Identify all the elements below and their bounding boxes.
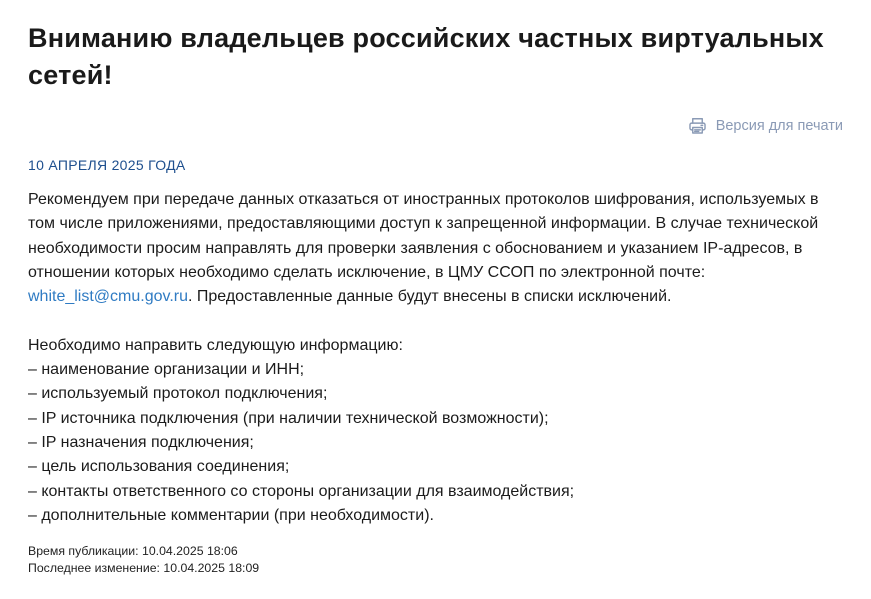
print-version-link[interactable]	[688, 116, 843, 135]
requirements-intro: Необходимо направить следующую информацию:	[28, 336, 403, 354]
modified-time: Последнее изменение: 10.04.2025 18:09	[28, 560, 260, 575]
paragraph-text-after-link: . Предоставленные данные будут внесены в списки исключений.	[188, 288, 672, 306]
requirement-item: – наименование организации и ИНН;	[28, 361, 305, 379]
email-link[interactable]: white_list@cmu.gov.ru	[28, 288, 188, 306]
publication-date: 10 АПРЕЛЯ 2025 ГОДА	[28, 157, 186, 173]
requirements-list	[28, 334, 843, 528]
printer-icon	[688, 116, 707, 135]
print-version-label: Версия для печати	[715, 117, 843, 134]
page-title: Вниманию владельцев российских частных виртуальных сетей!	[28, 23, 824, 90]
article-paragraph	[28, 188, 843, 309]
paragraph-text-before-link: Рекомендуем при передаче данных отказаться от иностранных протоколов шифрования, используемых в том числе приложениями, предоставляющими доступ к запрещенной информации. В случае технической необходимости просим направлять для проверки заявления с обоснованием и указанием IP-адресов, в отношении которых необходимо сделать исключение, в ЦМУ ССОП по электронной почте:	[28, 191, 819, 281]
requirement-item: – дополнительные комментарии (при необходимости).	[28, 506, 434, 524]
published-time: Время публикации: 10.04.2025 18:06	[28, 544, 238, 559]
requirement-item: – используемый протокол подключения;	[28, 385, 328, 403]
requirement-item: – контакты ответственного со стороны организации для взаимодействия;	[28, 482, 575, 500]
requirement-item: – цель использования соединения;	[28, 458, 290, 476]
requirement-item: – IP источника подключения (при наличии технической возможности);	[28, 409, 549, 427]
requirement-item: – IP назначения подключения;	[28, 433, 254, 451]
print-version-row	[28, 116, 843, 135]
publication-meta	[28, 543, 843, 576]
